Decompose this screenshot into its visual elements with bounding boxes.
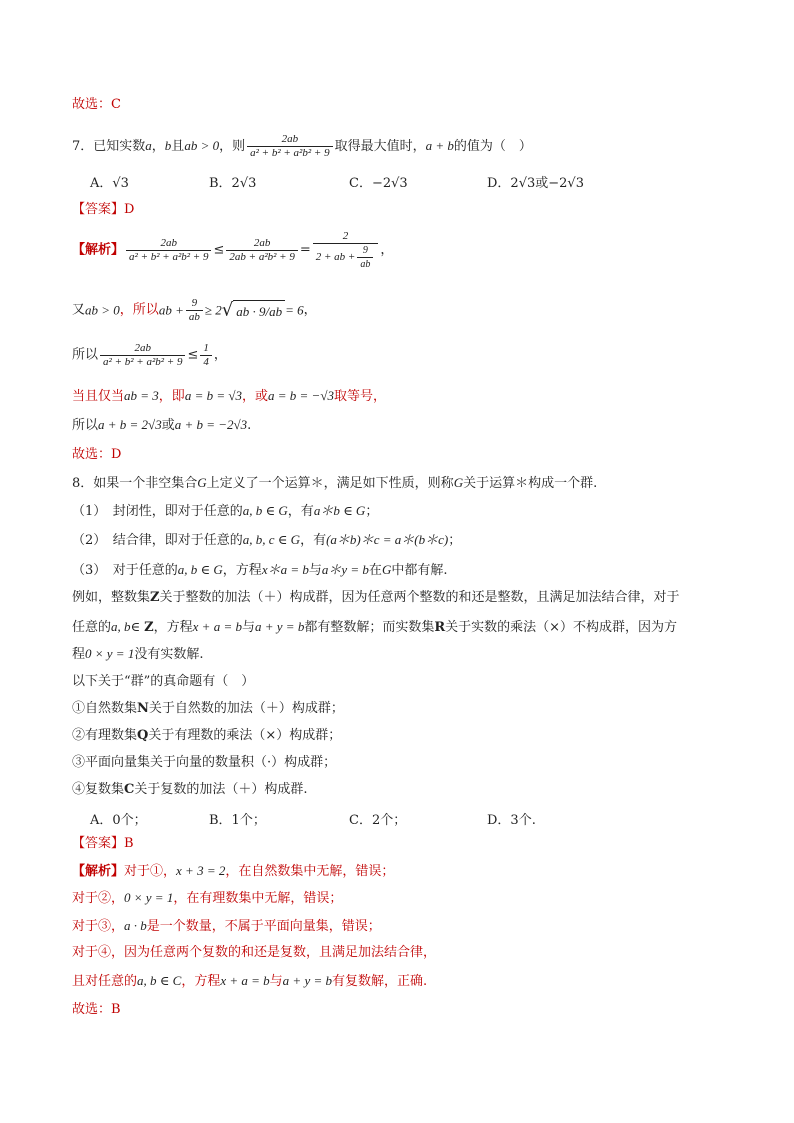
q8-s4-end: 关于复数的加法（＋）构成群. — [134, 782, 308, 797]
q8-s2-pre: ②有理数集 — [72, 728, 138, 743]
q7-sol3-end: ， — [213, 347, 227, 363]
prev-answer: 故选：C — [72, 97, 121, 112]
q7-sol5-pre: 所以 — [72, 418, 99, 433]
q8-s2-end: 关于有理数的乘法（×）构成群； — [148, 728, 342, 743]
q8-p3-and: 与 — [308, 563, 322, 578]
q8-option-d: D．3个. — [487, 813, 536, 828]
q7-sol2-frac-den: ab — [186, 310, 203, 324]
q7-frac-den: a² + b² + a²b² + 9 — [247, 146, 332, 160]
q8-p3-end: 中都有解. — [391, 563, 448, 578]
q8-solution-2 — [72, 889, 342, 908]
q7-sol-frac3-den-pre: 2 + ab + — [315, 251, 356, 264]
q7-sol4-mid: ，即 — [158, 389, 185, 404]
q7-sol4-pre: 当且仅当 — [72, 389, 125, 404]
q8-sol5-m3: a + y = b — [282, 973, 332, 988]
q8-option-a: A．0个； — [90, 813, 147, 828]
q8-sol5-pre: 且对任意的 — [72, 974, 138, 989]
q8-sol2-m: 0 × y = 1 — [124, 890, 174, 905]
q7-sol-frac2 — [226, 237, 297, 264]
q8-p2-mid: ，有 — [300, 533, 327, 548]
q7-sol-frac1 — [126, 237, 211, 264]
q7-sol2-frac — [186, 297, 203, 324]
q8-p3-m4: G — [381, 562, 392, 577]
q8-ex1-text: 关于整数的加法（＋）构成群，因为任意两个整数的和还是整数，且满足加法结合律，对于 — [159, 590, 680, 605]
q8-p1-m2: a＊b ∈ G — [313, 503, 366, 518]
q7-solution-line2 — [72, 297, 317, 324]
q8-s4-pre: ④复数集 — [72, 782, 125, 797]
q7-option-b: B．2√3 — [209, 176, 257, 191]
q8-p2-label: （2） 结合律，即对于任意的 — [72, 533, 243, 548]
q7-sol3-frac-num: 2ab — [134, 342, 151, 354]
q7-sol3-rfrac-den: 4 — [200, 355, 212, 369]
q8-sol5-end: 有复数解，正确. — [332, 974, 428, 989]
q8-line1-mid2: 关于运算＊构成一个群. — [463, 476, 598, 491]
q8-set-r: R — [434, 620, 446, 635]
q8-solution-5 — [72, 972, 427, 991]
q7-answer: 【答案】D — [72, 202, 135, 217]
q8-answer: 【答案】B — [72, 836, 134, 851]
q7-sol2-sqrt: ab · 9/ab — [233, 300, 285, 321]
q8-final-answer: 故选：B — [72, 1002, 121, 1017]
q7-sol5-end: . — [247, 418, 252, 433]
q7-solution-line4 — [72, 387, 386, 406]
q8-sol3-end: 是一个数量，不属于平面向量集，错误； — [146, 919, 381, 934]
q7-sol3-le: ≤ — [187, 347, 199, 363]
q8-example-line1 — [72, 589, 680, 607]
q8-stem — [72, 474, 597, 493]
q7-sol3-rfrac — [200, 342, 212, 369]
q7-sol2-cond: ab > 0 — [85, 302, 120, 318]
q7-sol-frac3-den — [313, 243, 379, 271]
q8-sol3-pre: 对于③， — [72, 919, 125, 934]
q8-p2-m2: (a＊b)＊c = a＊(b＊c) — [326, 532, 449, 547]
q7-sol-frac2-num: 2ab — [253, 237, 271, 249]
q8-set-g: G — [197, 475, 207, 490]
q7-sol2-radical-icon: √ — [221, 299, 234, 321]
q8-sol2-end: ，在有理数集中无解，错误； — [173, 891, 343, 906]
q8-ex3-m: 0 × y = 1 — [85, 646, 135, 661]
q7-solution-label: 【解析】 — [72, 242, 125, 258]
q8-set-q: Q — [137, 728, 149, 743]
q8-ex3-pre: 程 — [72, 647, 86, 662]
q8-sol5-and: 与 — [269, 974, 283, 989]
q7-final-answer: 故选：D — [72, 447, 122, 462]
q8-solution-3 — [72, 917, 381, 936]
q7-sol2-frac-num: 9 — [191, 297, 198, 309]
q7-expr: a + b — [425, 138, 454, 153]
q7-solution-line5 — [72, 416, 251, 435]
q7-comma: ， — [151, 139, 165, 154]
q8-statement-1 — [72, 700, 344, 718]
q8-set-g2: G — [453, 475, 464, 490]
q8-sol3-m: a · b — [124, 918, 147, 933]
q7-cond: ab > 0 — [184, 138, 220, 153]
q8-p3-m3: a＊y = b — [321, 562, 369, 577]
q7-fraction — [247, 133, 332, 160]
q7-sol3-frac-den: a² + b² + a²b² + 9 — [100, 355, 185, 369]
q7-then: ，则 — [219, 139, 246, 154]
q7-sol-frac1-den: a² + b² + a²b² + 9 — [126, 250, 211, 264]
q7-sol5-m2: a + b = −2√3 — [174, 417, 248, 432]
q7-suffix: 取得最大值时， — [334, 139, 426, 154]
q7-sol3-frac — [100, 342, 185, 369]
q8-example-line2 — [72, 618, 677, 637]
q8-sol1-pre: 对于①， — [124, 864, 177, 879]
q8-line1-pre: 8．如果一个非空集合 — [72, 476, 198, 491]
q8-sol2-pre: 对于②， — [72, 891, 125, 906]
q7-sol4-m3: a = b = −√3 — [268, 388, 334, 403]
q8-sol5-m1: a, b ∈ C — [137, 973, 182, 988]
q7-sol-frac3-inner-num: 9 — [362, 245, 368, 256]
q7-sol-le: ≤ — [213, 242, 225, 258]
q8-p3-m1: a, b ∈ G — [177, 562, 223, 577]
q7-sol2-res: = 6 — [285, 302, 304, 318]
q7-solution-line1 — [72, 230, 393, 278]
q7-sol5-or: 或 — [161, 418, 175, 433]
q8-example-line3 — [72, 645, 203, 664]
q7-sol-frac2-den: 2ab + a²b² + 9 — [226, 250, 297, 264]
q7-sol3-pre: 所以 — [72, 347, 99, 363]
q8-property-1 — [72, 502, 378, 521]
q7-sol2-end: ， — [303, 302, 317, 318]
q7-sol4-m2: a = b = √3 — [184, 388, 242, 403]
q8-s1-end: 关于自然数的加法（＋）构成群； — [148, 701, 344, 716]
q7-sol4-or: ，或 — [242, 389, 269, 404]
q8-p2-m1: a, b, c ∈ G — [242, 532, 301, 547]
q8-p3-m2: x＊a = b — [261, 562, 309, 577]
q8-property-2 — [72, 531, 461, 550]
q8-p1-label: （1） 封闭性，即对于任意的 — [72, 504, 243, 519]
q8-solution-label: 【解析】 — [72, 864, 125, 879]
q8-set-c: C — [124, 782, 135, 797]
q7-sol5-m1: a + b = 2√3 — [98, 417, 162, 432]
q8-ex2-m1: a, b∈ — [111, 619, 141, 634]
q7-var-b: b — [164, 138, 172, 153]
q7-sol4-m1: ab = 3 — [124, 388, 159, 403]
q7-sol2-ge: ≥ 2 — [204, 302, 222, 318]
q8-ex2-m2: x + a = b — [192, 619, 242, 634]
q7-sol3-rfrac-num: 1 — [203, 342, 209, 354]
q8-property-3 — [72, 561, 447, 580]
q7-option-a: A．√3 — [90, 176, 129, 191]
q8-set-z: Z — [150, 590, 160, 605]
q8-p3-in: 在 — [368, 563, 382, 578]
q8-ex1-pre: 例如，整数集 — [72, 590, 151, 605]
q8-ex2-mid2: 都有整数解；而实数集 — [304, 620, 435, 635]
q8-question: 以下关于“群”的真命题有（ ） — [72, 674, 255, 689]
q7-stem — [72, 133, 532, 160]
q8-sol5-mid: ，方程 — [181, 974, 221, 989]
q7-sol4-end: 取等号， — [333, 389, 386, 404]
q8-p3-label: （3） 对于任意的 — [72, 563, 178, 578]
q7-var-a: a — [145, 138, 152, 153]
q8-p3-mid: ，方程 — [222, 563, 262, 578]
q8-ex2-pre: 任意的 — [72, 620, 112, 635]
q8-line1-mid: 上定义了一个运算＊，满足如下性质，则称 — [206, 476, 454, 491]
q7-and: 且 — [171, 139, 185, 154]
q8-sol1-m: x + 3 = 2 — [176, 863, 226, 878]
q7-sol-frac3-num: 2 — [342, 230, 349, 242]
q7-sol2-expr: ab + — [158, 302, 184, 318]
q7-solution-line3 — [72, 342, 227, 369]
q8-ex2-mid: ，方程 — [153, 620, 193, 635]
q8-ex2-set-z: Z — [144, 620, 154, 635]
q8-ex3-end: 没有实数解. — [134, 647, 204, 662]
q8-s1-pre: ①自然数集 — [72, 701, 138, 716]
q8-statement-3: ③平面向量集关于向量的数量积（·）构成群； — [72, 755, 337, 770]
q8-statement-4 — [72, 781, 308, 799]
q8-p1-mid: ，有 — [287, 504, 314, 519]
q8-solution-1 — [72, 862, 394, 881]
q8-solution-4: 对于④，因为任意两个复数的和还是复数，且满足加法结合律， — [72, 945, 437, 960]
q8-p1-end: ； — [365, 504, 379, 519]
q7-sol-frac3-inner — [357, 244, 373, 271]
q7-sol-frac3 — [313, 230, 379, 271]
q7-sol-frac3-inner-den: ab — [357, 257, 373, 271]
q7-sol-frac1-num: 2ab — [160, 237, 177, 249]
q7-tail: 的值为（ ） — [453, 139, 532, 154]
q8-option-c: C．2个； — [349, 813, 407, 828]
q7-option-d: D．2√3或−2√3 — [487, 176, 584, 191]
q8-ex2-m3: a + y = b — [255, 619, 305, 634]
q8-option-b: B．1个； — [209, 813, 266, 828]
q8-p2-end: ； — [448, 533, 462, 548]
q8-set-n: N — [137, 701, 149, 716]
q8-p1-m1: a, b ∈ G — [242, 503, 288, 518]
q7-sol-eq: = — [299, 242, 311, 258]
q7-sol-line1-end: ， — [380, 242, 394, 258]
q8-ex2-end: 关于实数的乘法（×）不构成群，因为方 — [445, 620, 678, 635]
q8-sol1-end: ，在自然数集中无解，错误； — [225, 864, 395, 879]
q7-prefix: 7．已知实数 — [72, 139, 146, 154]
q8-ex2-and: 与 — [241, 620, 255, 635]
q8-sol5-m2: x + a = b — [220, 973, 270, 988]
q7-option-c: C．−2√3 — [349, 176, 408, 191]
q7-sol2-mid: ，所以 — [119, 302, 159, 318]
q7-sol2-pre: 又 — [72, 302, 86, 318]
q8-statement-2 — [72, 727, 341, 745]
q7-frac-num: 2ab — [281, 133, 299, 145]
